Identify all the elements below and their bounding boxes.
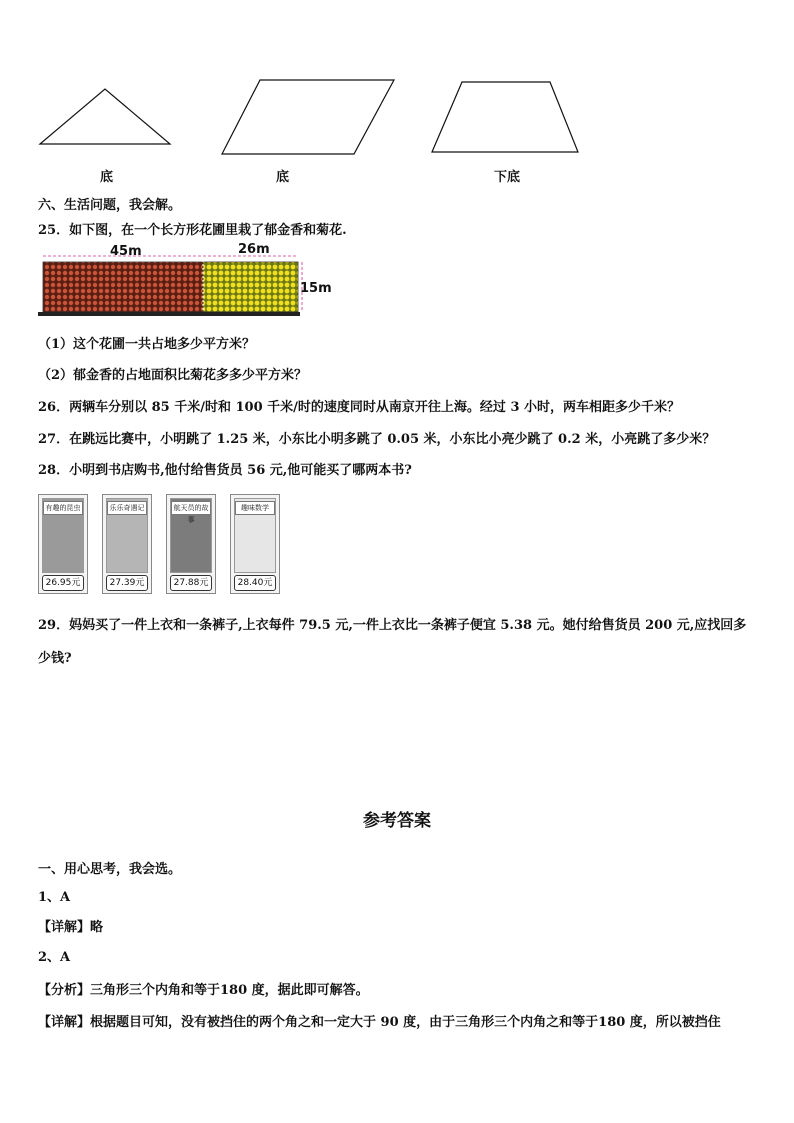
flower-bed-figure (38, 242, 338, 318)
question-25-part-2: （2）郁金香的占地面积比菊花多多少平方米？ (38, 368, 308, 383)
book-price: 28.40元 (234, 575, 276, 591)
answer-2: 2、A (38, 950, 71, 965)
book-title: 有趣的昆虫 (43, 501, 83, 515)
book-item (230, 494, 280, 594)
book-item (166, 494, 216, 594)
book-title: 航天员的故事 (171, 501, 211, 515)
question-29-line-1: 29．妈妈买了一件上衣和一条裤子,上衣每件 79.5 元,一件上衣比一条裤子便宜 5.38 元。她付给售货员 200 元,应找回多 (38, 618, 747, 633)
answer-2-analysis: 【分析】三角形三个内角和等于180 度，据此即可解答。 (38, 983, 369, 998)
dimension-15m: 15m (300, 281, 332, 296)
answer-2-detail: 【详解】根据题目可知，没有被挡住的两个角之和一定大于 90 度，由于三角形三个内角之和等于180 度，所以被挡住 (38, 1015, 721, 1030)
triangle-base-label: 底 (100, 170, 114, 185)
book-title: 乐乐奇遇记 (107, 501, 147, 515)
parallelogram-shape (222, 80, 394, 154)
question-27: 27．在跳远比赛中，小明跳了 1.25 米，小东比小明多跳了 0.05 米，小东比小亮少跳了 0.2 米，小亮跳了多少米？ (38, 432, 716, 447)
book-price: 27.39元 (106, 575, 148, 591)
trapezoid-bottom-base-label: 下底 (494, 170, 521, 185)
answers-title: 参考答案 (363, 811, 431, 831)
shapes-figure (30, 74, 600, 164)
question-25-part-1: （1）这个花圃一共占地多少平方米？ (38, 337, 256, 352)
book-item (38, 494, 88, 594)
question-29-line-2: 少钱? (38, 651, 72, 666)
book-item (102, 494, 152, 594)
dimension-26m: 26m (238, 242, 270, 257)
section-6-heading: 六、生活问题，我会解。 (38, 198, 182, 213)
question-28: 28．小明到书店购书,他付给售货员 56 元,他可能买了哪两本书? (38, 463, 412, 478)
tulip-area (43, 262, 203, 312)
book-title: 趣味数学 (235, 501, 275, 515)
question-26: 26．两辆车分别以 85 千米/时和 100 千米/时的速度同时从南京开往上海。经过 3 小时，两车相距多少千米？ (38, 400, 681, 415)
chrysanthemum-area (203, 262, 298, 312)
trapezoid-shape (432, 82, 578, 152)
dimension-45m: 45m (110, 244, 142, 259)
triangle-shape (40, 89, 170, 144)
answer-1: 1、A (38, 890, 71, 905)
flower-bed-diagram (38, 246, 338, 318)
answer-1-detail: 【详解】略 (38, 920, 104, 935)
book-price: 27.88元 (170, 575, 212, 591)
answers-section-1: 一、用心思考，我会选。 (38, 862, 182, 877)
question-25: 25．如下图，在一个长方形花圃里栽了郁金香和菊花. (38, 223, 347, 238)
book-price: 26.95元 (42, 575, 84, 591)
parallelogram-base-label: 底 (276, 170, 290, 185)
